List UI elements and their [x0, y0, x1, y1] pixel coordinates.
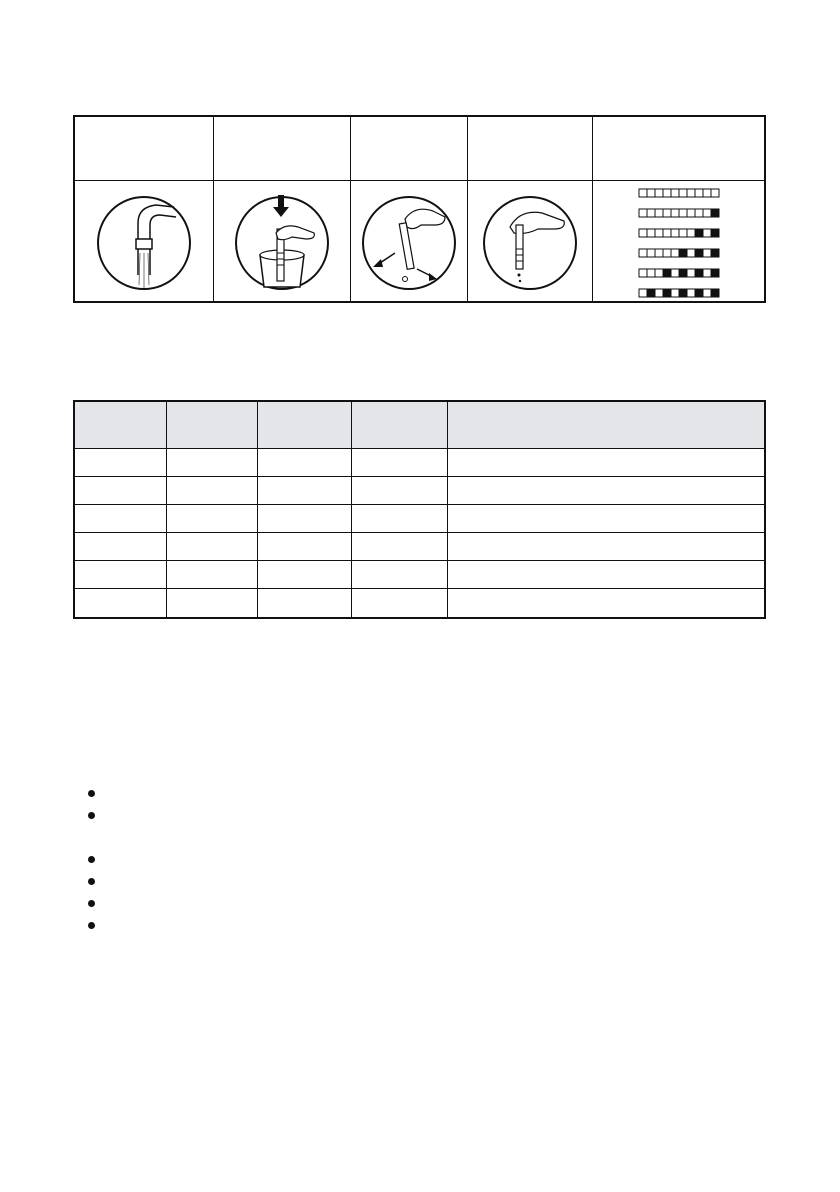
- bullet-icon: [88, 878, 95, 885]
- scale-cell: [703, 209, 711, 217]
- scale-cell: [647, 249, 655, 257]
- scale-cell: [687, 249, 695, 257]
- scale-cell: [711, 209, 719, 217]
- list-item: [88, 856, 105, 863]
- scale-cell: [655, 249, 663, 257]
- row-divider: [75, 560, 764, 561]
- scale-row: [639, 209, 719, 217]
- table-header-cell: [166, 402, 257, 448]
- hardness-table: [73, 400, 766, 619]
- water-tap-icon: [75, 182, 213, 303]
- scale-cell: [679, 249, 687, 257]
- bullet-icon: [88, 922, 95, 929]
- scale-cell: [647, 269, 655, 277]
- scale-cell: [687, 269, 695, 277]
- scale-cell: [703, 229, 711, 237]
- scale-cell: [671, 249, 679, 257]
- scale-cell: [687, 189, 695, 197]
- scale-cell: [711, 269, 719, 277]
- scale-cell: [703, 269, 711, 277]
- read-strip-icon: [467, 182, 592, 303]
- scale-cell: [703, 249, 711, 257]
- scale-cell: [695, 209, 703, 217]
- scale-cell: [655, 269, 663, 277]
- scale-cell: [671, 289, 679, 297]
- scale-cell: [663, 209, 671, 217]
- scale-cell: [711, 189, 719, 197]
- scale-cell: [663, 189, 671, 197]
- row-divider: [75, 504, 764, 505]
- table-header-cell: [75, 402, 166, 448]
- table-header-cell: [447, 402, 764, 448]
- scale-row: [639, 269, 719, 277]
- scale-cell: [671, 209, 679, 217]
- scale-cell: [679, 269, 687, 277]
- scale-cell: [639, 269, 647, 277]
- scale-row: [639, 289, 719, 297]
- scale-cell: [663, 269, 671, 277]
- scale-cell: [639, 249, 647, 257]
- scale-cell: [695, 229, 703, 237]
- row-divider: [75, 588, 764, 589]
- scale-cell: [695, 189, 703, 197]
- scale-cell: [671, 269, 679, 277]
- scale-cell: [663, 289, 671, 297]
- list-item: [88, 878, 105, 885]
- bullet-icon: [88, 790, 95, 797]
- bullet-icon: [88, 900, 95, 907]
- step-2-header: [213, 117, 350, 180]
- test-strip-steps: [73, 115, 766, 303]
- step-3-header: [350, 117, 467, 180]
- scale-cell: [655, 189, 663, 197]
- scale-cell: [679, 209, 687, 217]
- scale-row: [639, 189, 719, 197]
- scale-cell: [703, 189, 711, 197]
- scale-cell: [687, 289, 695, 297]
- shake-strip-icon: [350, 182, 467, 303]
- scale-cell: [695, 249, 703, 257]
- scale-cell: [639, 209, 647, 217]
- list-item: [88, 900, 105, 907]
- scale-cell: [647, 289, 655, 297]
- scale-cell: [687, 209, 695, 217]
- bullet-icon: [88, 812, 95, 819]
- scale-cell: [679, 289, 687, 297]
- table-header-cell: [257, 402, 351, 448]
- bullet-icon: [88, 856, 95, 863]
- row-divider: [75, 532, 764, 533]
- scale-cell: [647, 209, 655, 217]
- hardness-scale-icon: [592, 182, 766, 303]
- list-item: [88, 790, 105, 797]
- scale-cell: [687, 229, 695, 237]
- step-5-header: [592, 117, 766, 180]
- dip-strip-in-glass-icon: [213, 182, 350, 303]
- scale-cell: [679, 189, 687, 197]
- list-item: [88, 922, 105, 929]
- scale-cell: [711, 289, 719, 297]
- scale-cell: [695, 269, 703, 277]
- scale-row: [639, 249, 719, 257]
- scale-cell: [655, 289, 663, 297]
- divider: [75, 180, 764, 181]
- step-4-header: [467, 117, 592, 180]
- scale-cell: [663, 229, 671, 237]
- scale-cell: [671, 229, 679, 237]
- step-1-header: [75, 117, 213, 180]
- scale-cell: [639, 229, 647, 237]
- scale-row: [639, 229, 719, 237]
- scale-cell: [679, 229, 687, 237]
- table-header-cell: [351, 402, 447, 448]
- scale-cell: [711, 229, 719, 237]
- scale-cell: [639, 289, 647, 297]
- scale-cell: [663, 249, 671, 257]
- scale-cell: [639, 189, 647, 197]
- scale-cell: [695, 289, 703, 297]
- scale-cell: [655, 229, 663, 237]
- scale-cell: [711, 249, 719, 257]
- list-item: [88, 812, 105, 819]
- row-divider: [75, 448, 764, 449]
- scale-cell: [647, 189, 655, 197]
- scale-cell: [703, 289, 711, 297]
- scale-cell: [655, 209, 663, 217]
- row-divider: [75, 476, 764, 477]
- scale-cell: [671, 189, 679, 197]
- scale-cell: [647, 229, 655, 237]
